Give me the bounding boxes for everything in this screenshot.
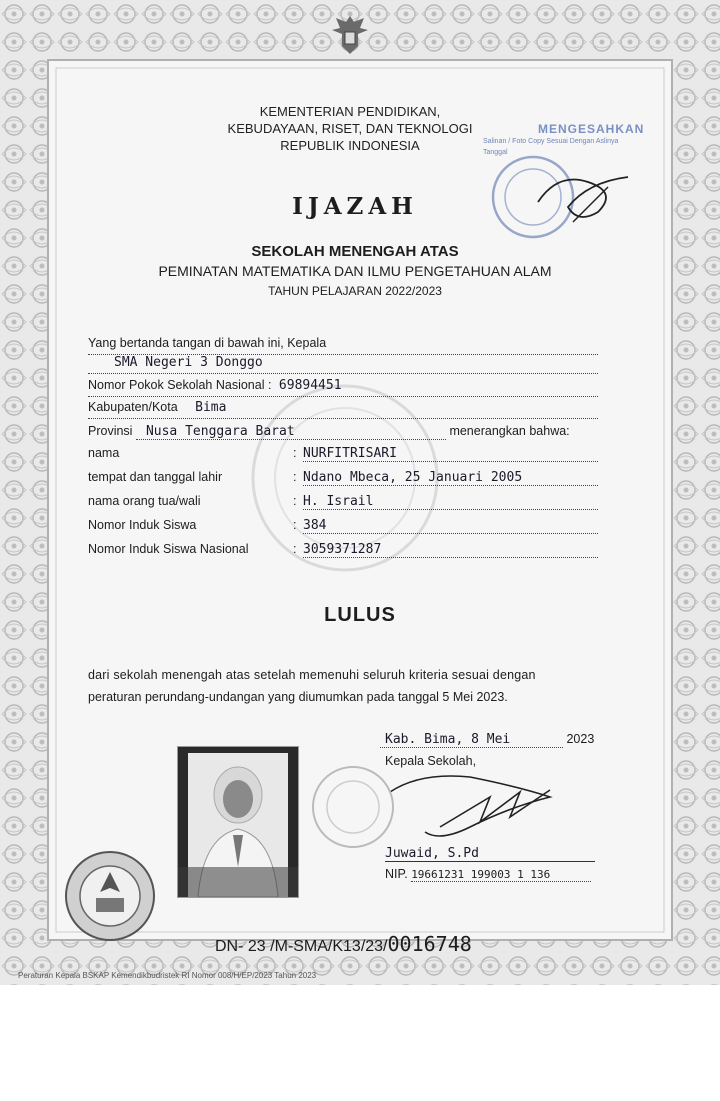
field-value: NURFITRISARI xyxy=(303,446,598,462)
student-field-row xyxy=(88,518,598,536)
tahun-pelajaran: TAHUN PELAJARAN 2022/2023 xyxy=(268,284,442,298)
result-line-2: peraturan perundang-undangan yang diumumkan pada tanggal 5 Mei 2023. xyxy=(88,690,508,704)
provinsi-label: Provinsi xyxy=(88,424,133,438)
stamp-text: Salinan / Foto Copy Sesuai Dengan Aslinya xyxy=(483,138,619,145)
nip-label: NIP. xyxy=(385,867,408,881)
legalization-stamp xyxy=(478,122,653,252)
footer-regulation-note: Peraturan Kepala BSKAP Kemendikbudristek RI Nomor 008/H/EP/2023 Tahun 2023 xyxy=(18,971,317,980)
stamp-label: MENGESAHKAN xyxy=(538,122,645,136)
nip-line xyxy=(385,867,595,882)
field-label: Nomor Induk Siswa Nasional xyxy=(88,542,249,556)
stamp-signature-icon xyxy=(528,162,638,232)
field-value: H. Israil xyxy=(303,494,598,510)
principal-name: Juwaid, S.Pd xyxy=(385,846,595,862)
signature-block xyxy=(380,732,610,892)
graduation-status: LULUS xyxy=(324,604,396,626)
student-portrait-icon xyxy=(178,747,298,897)
ministry-line-3: REPUBLIK INDONESIA xyxy=(280,138,420,153)
field-colon: : xyxy=(293,542,297,556)
field-label: nama xyxy=(88,446,120,460)
npsn-line xyxy=(88,378,598,397)
field-colon: : xyxy=(293,470,297,484)
student-field-row xyxy=(88,494,598,512)
field-label: Nomor Induk Siswa xyxy=(88,518,197,532)
document-title: IJAZAH xyxy=(292,193,418,220)
school-name: SMA Negeri 3 Donggo xyxy=(114,355,263,370)
provinsi-value: Nusa Tenggara Barat xyxy=(136,424,446,440)
ministry-line-2: KEBUDAYAAN, RISET, DAN TEKNOLOGI xyxy=(227,121,473,136)
menerangkan-text: menerangkan bahwa: xyxy=(449,424,570,438)
student-field-row xyxy=(88,446,598,464)
school-stamp-icon xyxy=(308,762,398,852)
field-colon: : xyxy=(293,494,297,508)
field-colon: : xyxy=(293,518,297,532)
place-date-line xyxy=(380,732,610,748)
kabupaten-line xyxy=(88,400,598,419)
npsn-value: 69894451 xyxy=(278,378,342,393)
provinsi-line xyxy=(88,424,598,442)
kabupaten-label: Kabupaten/Kota xyxy=(88,400,178,414)
npsn-label: Nomor Pokok Sekolah Nasional : xyxy=(88,378,272,392)
student-field-row xyxy=(88,542,598,560)
school-name-line xyxy=(88,355,598,374)
tut-wuri-handayani-logo-icon xyxy=(62,848,158,944)
intro-text: Yang bertanda tangan di bawah ini, Kepala xyxy=(88,336,327,350)
result-line-1: dari sekolah menengah atas setelah memenuhi seluruh kriteria sesuai dengan xyxy=(88,668,536,682)
document-number-prefix: DN- 23 /M-SMA/K13/23/ xyxy=(215,938,388,955)
nip-value: 19661231 199003 1 136 xyxy=(411,868,591,882)
principal-signature-icon xyxy=(380,772,580,847)
student-photo xyxy=(177,746,299,898)
school-type: SEKOLAH MENENGAH ATAS xyxy=(251,243,459,260)
garuda-emblem-icon xyxy=(328,12,372,58)
field-value: 384 xyxy=(303,518,598,534)
field-value: 3059371287 xyxy=(303,542,598,558)
sign-role: Kepala Sekolah, xyxy=(385,754,477,768)
field-label: nama orang tua/wali xyxy=(88,494,201,508)
peminatan: PEMINATAN MATEMATIKA DAN ILMU PENGETAHUAN ALAM xyxy=(158,263,552,279)
ministry-line-1: KEMENTERIAN PENDIDIKAN, xyxy=(259,104,441,119)
field-colon: : xyxy=(293,446,297,460)
field-label: tempat dan tanggal lahir xyxy=(88,470,223,484)
intro-line xyxy=(88,336,598,355)
kabupaten-value: Bima xyxy=(195,400,227,415)
place-date: Kab. Bima, 8 Mei xyxy=(380,732,563,748)
document-number-serial: 0016748 xyxy=(387,932,472,956)
sign-year: 2023 xyxy=(566,732,595,746)
document-number xyxy=(215,932,515,956)
field-value: Ndano Mbeca, 25 Januari 2005 xyxy=(303,470,598,486)
stamp-tanggal: Tanggal xyxy=(483,149,508,156)
student-field-row xyxy=(88,470,598,488)
